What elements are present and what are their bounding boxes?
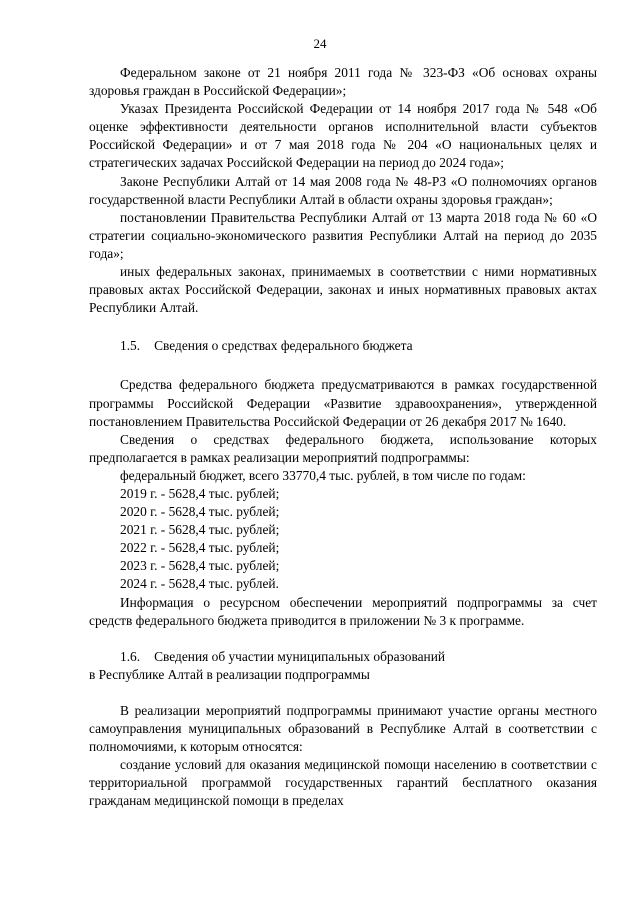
paragraph-resource-info: Информация о ресурсном обеспечении мероприятий подпрограммы за счет средств федерального бюджета приводится в приложении № 3 к программе.: [89, 594, 597, 628]
paragraph-other-acts: иных федеральных законах, принимаемых в соответствии с ними нормативных правовых актах Российской Федерации, законах и иных нормативных правовых актах Республики Алтай.: [89, 264, 597, 316]
document-body: [89, 64, 597, 810]
paragraph-medical-care-conditions: создание условий для оказания медицинской помощи населению в соответствии с территориальной программой государственных гарантий бесплатного оказания гражданам медицинской помощи в пределах: [89, 757, 597, 809]
budget-year-item: 2020 г. - 5628,4 тыс. рублей;: [120, 504, 280, 520]
page-number: 24: [313, 36, 327, 51]
budget-year-item: 2019 г. - 5628,4 тыс. рублей;: [120, 485, 280, 501]
paragraph-budget-info: Сведения о средствах федерального бюджета, использование которых предполагается в рамках реализации мероприятий подпрограммы:: [89, 431, 597, 465]
section-title-line2: в Республике Алтай в реализации подпрограммы: [89, 666, 370, 682]
section-number: 1.6.: [120, 648, 141, 664]
paragraph-budget-funds: Средства федерального бюджета предусматриваются в рамках государственной программы Российской Федерации «Развитие здравоохранения», утвержденной постановлением Правительства Российской Федерации от 26 декабря 2017 № 1640.: [89, 377, 597, 429]
budget-year-item: 2023 г. - 5628,4 тыс. рублей;: [120, 558, 280, 574]
budget-year-item: 2024 г. - 5628,4 тыс. рублей.: [120, 576, 279, 592]
paragraph-altai-resolution: постановлении Правительства Республики Алтай от 13 марта 2018 года № 60 «О стратегии социально-экономического развития Республики Алтай на период до 2035 года»;: [89, 209, 597, 261]
paragraph-presidential-decrees: Указах Президента Российской Федерации от 14 ноября 2017 года № 548 «Об оценке эффективности деятельности органов исполнительной власти субъектов Российской Федерации» и от 7 мая 2018 года № 204 «О национальных целях и стратегических задачах Российской Федерации на период до 2024 года»;: [89, 101, 597, 171]
section-heading-1-5: [89, 337, 597, 355]
section-title-line1: Сведения об участии муниципальных образований: [154, 648, 446, 664]
budget-year-item: 2022 г. - 5628,4 тыс. рублей;: [120, 540, 280, 556]
section-title: Сведения о средствах федерального бюджета: [154, 338, 413, 354]
budget-year-item: 2021 г. - 5628,4 тыс. рублей;: [120, 522, 280, 538]
paragraph-federal-law: Федеральном законе от 21 ноября 2011 года № 323-ФЗ «Об основах охраны здоровья граждан в Российской Федерации»;: [89, 65, 597, 99]
paragraph-altai-law: Законе Республики Алтай от 14 мая 2008 года № 48-РЗ «О полномочиях органов государственной власти Республики Алтай в области охраны здоровья граждан»;: [89, 173, 597, 207]
section-heading-1-6: [89, 648, 597, 684]
section-number: 1.5.: [120, 338, 141, 354]
paragraph-municipal-participation: В реализации мероприятий подпрограммы принимают участие органы местного самоуправления муниципальных образований в Республике Алтай в соответствии с полномочиями, к которым относятся:: [89, 702, 597, 755]
paragraph-budget-total: федеральный бюджет, всего 33770,4 тыс. рублей, в том числе по годам:: [120, 467, 526, 483]
